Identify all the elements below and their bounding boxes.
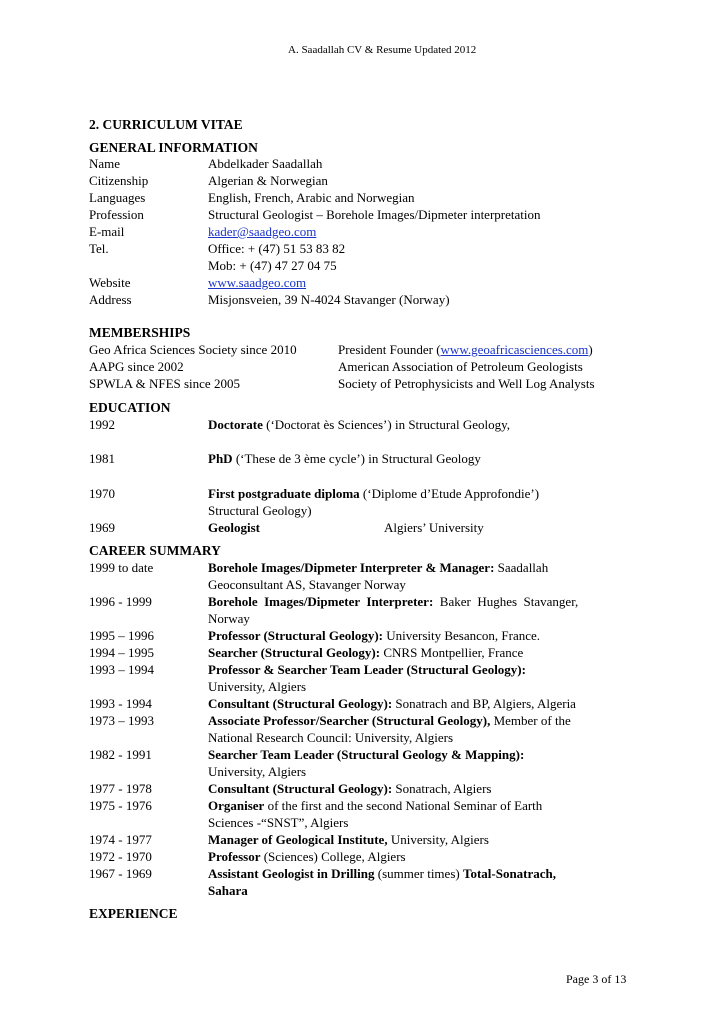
- career-entry: Searcher Team Leader (Structural Geology & Mapping):: [208, 747, 525, 762]
- career-entry: Manager of Geological Institute, University, Algiers: [208, 832, 489, 847]
- education-entry: Geologist: [208, 520, 260, 535]
- career-entry: Consultant (Structural Geology): Sonatrach and BP, Algiers, Algeria: [208, 696, 576, 711]
- profession-value: Structural Geologist – Borehole Images/Dipmeter interpretation: [208, 207, 541, 222]
- membership-left: SPWLA & NFES since 2005: [89, 376, 240, 391]
- education-university: Algiers’ University: [384, 520, 484, 535]
- career-date: 1993 – 1994: [89, 662, 154, 677]
- career-summary-heading: CAREER SUMMARY: [89, 543, 221, 558]
- career-entry: Associate Professor/Searcher (Structural Geology), Member of the: [208, 713, 571, 728]
- languages-label: Languages: [89, 190, 146, 205]
- career-date: 1975 - 1976: [89, 798, 152, 813]
- education-entry-cont: Structural Geology): [208, 503, 312, 518]
- education-entry: First postgraduate diploma (‘Diplome d’Etude Approfondie’): [208, 486, 540, 501]
- website-link[interactable]: www.saadgeo.com: [208, 275, 307, 290]
- career-entry: Borehole Images/Dipmeter Interpreter & Manager: Saadallah: [208, 560, 549, 575]
- career-entry: Professor & Searcher Team Leader (Structural Geology):: [208, 662, 526, 677]
- career-entry-cont: Geoconsultant AS, Stavanger Norway: [208, 577, 406, 592]
- career-entry-cont: Sahara: [208, 883, 248, 898]
- education-year: 1969: [89, 520, 115, 535]
- career-entry-cont: Sciences -“SNST”, Algiers: [208, 815, 349, 830]
- page-number: Page 3 of 13: [566, 972, 627, 986]
- career-entry: Professor (Structural Geology): University Besancon, France.: [208, 628, 541, 643]
- email-label: E-mail: [89, 224, 125, 239]
- citizenship-label: Citizenship: [89, 173, 149, 188]
- profession-label: Profession: [89, 207, 144, 222]
- website-label: Website: [89, 275, 131, 290]
- page-header: A. Saadallah CV & Resume Updated 2012: [288, 44, 477, 56]
- career-date: 1967 - 1969: [89, 866, 152, 881]
- membership-left: AAPG since 2002: [89, 359, 184, 374]
- career-entry: Searcher (Structural Geology): CNRS Montpellier, France: [208, 645, 524, 660]
- career-entry: Consultant (Structural Geology): Sonatrach, Algiers: [208, 781, 492, 796]
- career-date: 1973 – 1993: [89, 713, 154, 728]
- career-entry: Organiser of the first and the second National Seminar of Earth: [208, 798, 543, 813]
- career-date: 1982 - 1991: [89, 747, 152, 762]
- career-entry-cont: National Research Council: University, Algiers: [208, 730, 454, 745]
- membership-right: President Founder (www.geoafricasciences.com): [338, 342, 593, 357]
- name-value: Abdelkader Saadallah: [208, 156, 323, 171]
- career-date: 1977 - 1978: [89, 781, 152, 796]
- address-value: Misjonsveien, 39 N-4024 Stavanger (Norway): [208, 292, 450, 307]
- tel-mobile-value: Mob: + (47) 47 27 04 75: [208, 258, 337, 273]
- career-date: 1999 to date: [89, 560, 154, 575]
- document-title: 2. CURRICULUM VITAE: [89, 117, 243, 132]
- education-entry: Doctorate (‘Doctorat ès Sciences’) in Structural Geology,: [208, 417, 511, 432]
- education-heading: EDUCATION: [89, 400, 171, 415]
- career-date: 1974 - 1977: [89, 832, 152, 847]
- membership-right: Society of Petrophysicists and Well Log Analysts: [338, 376, 595, 391]
- tel-office-value: Office: + (47) 51 53 83 82: [208, 241, 346, 256]
- tel-label: Tel.: [89, 241, 109, 256]
- education-year: 1970: [89, 486, 115, 501]
- career-entry-cont: Norway: [208, 611, 250, 626]
- membership-right: American Association of Petroleum Geologists: [338, 359, 583, 374]
- career-date: 1972 - 1970: [89, 849, 152, 864]
- membership-left: Geo Africa Sciences Society since 2010: [89, 342, 297, 357]
- email-link[interactable]: kader@saadgeo.com: [208, 224, 317, 239]
- career-date: 1996 - 1999: [89, 594, 152, 609]
- career-entry: Professor (Sciences) College, Algiers: [208, 849, 406, 864]
- education-entry: PhD (‘These de 3 ème cycle’) in Structural Geology: [208, 451, 481, 466]
- career-date: 1995 – 1996: [89, 628, 154, 643]
- career-date: 1993 - 1994: [89, 696, 152, 711]
- memberships-heading: MEMBERSHIPS: [89, 325, 191, 340]
- experience-heading: EXPERIENCE: [89, 906, 178, 921]
- education-year: 1981: [89, 451, 115, 466]
- career-entry: Assistant Geologist in Drilling (summer times) Total-Sonatrach,: [208, 866, 557, 881]
- general-information-heading: GENERAL INFORMATION: [89, 140, 258, 155]
- career-entry-cont: University, Algiers: [208, 679, 307, 694]
- career-entry-cont: University, Algiers: [208, 764, 307, 779]
- geoafrica-link[interactable]: www.geoafricasciences.com: [440, 342, 589, 357]
- languages-value: English, French, Arabic and Norwegian: [208, 190, 415, 205]
- address-label: Address: [89, 292, 132, 307]
- citizenship-value: Algerian & Norwegian: [208, 173, 328, 188]
- career-entry: Borehole Images/Dipmeter Interpreter: Baker Hughes Stavanger,: [208, 594, 579, 609]
- name-label: Name: [89, 156, 121, 171]
- career-date: 1994 – 1995: [89, 645, 154, 660]
- education-year: 1992: [89, 417, 115, 432]
